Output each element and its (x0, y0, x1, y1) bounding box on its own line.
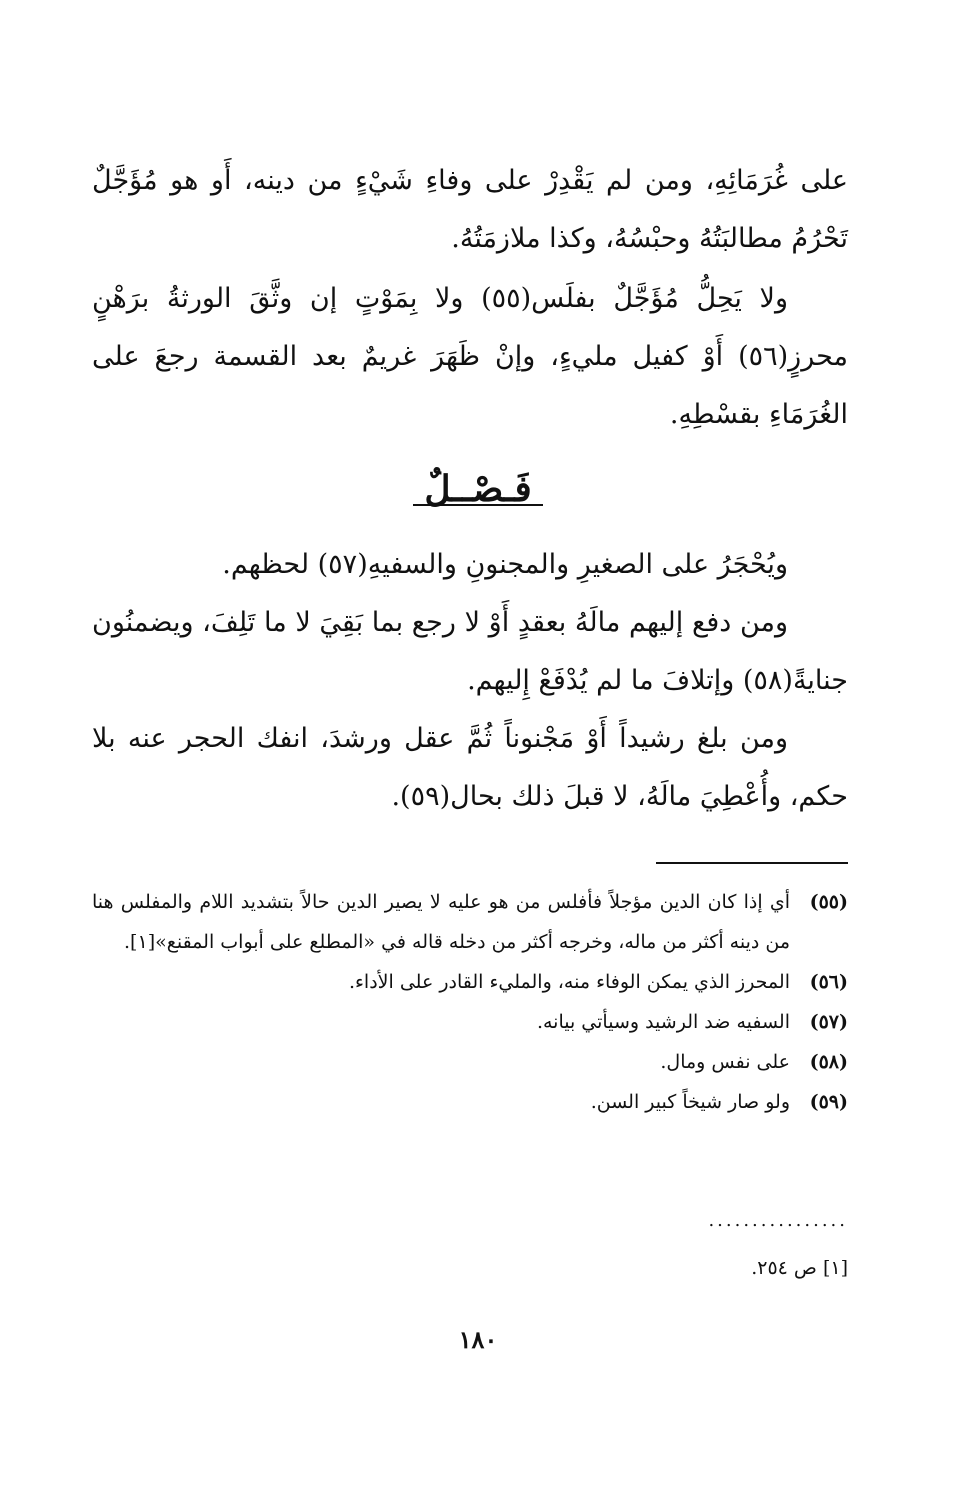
footnote-text: على نفس ومال. (660, 1051, 790, 1073)
footnote-number: (٥٧) (809, 1011, 848, 1033)
paragraph-2: ولا يَحِلُّ مُؤَجَّلٌ بفلَس(٥٥) ولا بِمَوْتٍ إن وثَّقَ الورثةُ برَهْنٍ محرزٍ(٥٦) أَوْ كفيل مليءٍ، وإنْ ظَهَرَ غريمٌ بعد القسمة رجعَ على الغُرَمَاءِ بقسْطِهِ. (92, 283, 848, 430)
paragraph-5: ومن بلغ رشيداً أَوْ مَجْنوناً ثُمَّ عقل ورشدَ، انفك الحجر عنه بلا حكم، وأُعْطِيَ مالَهُ، لا قبلَ ذلك بحال(٥٩). (92, 723, 848, 812)
footnote-58 (92, 1042, 848, 1082)
footnote-55 (92, 882, 848, 962)
footnote-text: أي إذا كان الدين مؤجلاً فأفلس من هو عليه لا يصير الدين حالاً بتشديد اللام والمفلس هنا من دينه أكثر من ماله، وخرجه أكثر من دخله قاله في «المطلع على أبواب المقنع»[١]. (92, 891, 790, 953)
footnotes (92, 882, 848, 1122)
footnote-text: المحرز الذي يمكن الوفاء منه، والمليء القادر على الأداء. (348, 971, 790, 993)
paragraph-3: ويُحْجَرُ على الصغيرِ والمجنونِ والسفيهِ(٥٧) لحظهم. (222, 549, 788, 580)
footnote-text: ولو صار شيخاً كبير السن. (590, 1091, 790, 1113)
footnote-number: (٥٦) (809, 971, 848, 993)
page-number: ١٨٠ (458, 1325, 498, 1354)
section-heading (0, 468, 956, 510)
footnote-number: (٥٩) (809, 1091, 848, 1113)
footnote-separator (656, 862, 848, 864)
footnote-59 (92, 1082, 848, 1122)
footnote-57 (92, 1002, 848, 1042)
section-heading-text: فَـصْــلٌ (424, 468, 532, 510)
footnote-number: (٥٨) (809, 1051, 848, 1073)
footnote-text: السفيه ضد الرشيد وسيأتي بيانه. (536, 1011, 790, 1033)
footnote-56 (92, 962, 848, 1002)
paragraph-1: على غُرَمَائِهِ، ومن لم يَقْدِرْ على وفاءِ شَيْءٍ من دينه، أَو هو مُؤَجَّلٌ تَحْرُمُ مطالبَتُهُ وحبْسُهُ، وكذا ملازمَتُهُ. (92, 165, 848, 254)
edition-reference-note: [١] ص ٢٥٤. (751, 1257, 848, 1279)
dotted-separator: ................ (708, 1210, 848, 1231)
footnote-number: (٥٥) (809, 891, 848, 913)
paragraph-4: ومن دفع إليهم مالَهُ بعقدٍ أَوْ لا رجع بما بَقِيَ لا ما تَلِفَ، ويضمنُون جنايةً(٥٨) وإتلافَ ما لم يُدْفَعْ إِليهم. (92, 607, 848, 696)
